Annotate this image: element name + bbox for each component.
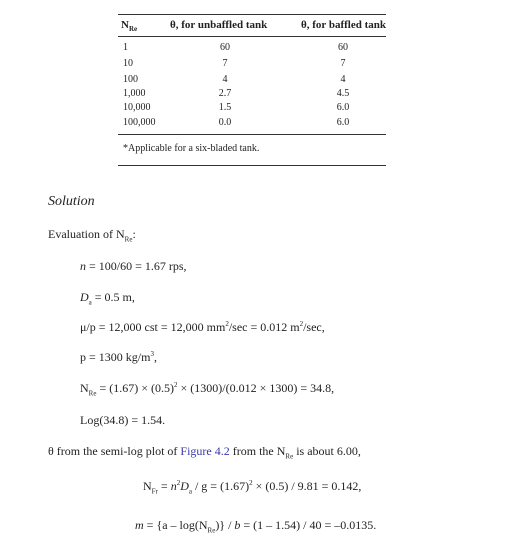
cell-nre: 10	[123, 58, 133, 69]
cell-baffled: 7	[340, 58, 346, 69]
equation-nre: $N_{Re} = (1.67) \times (0.5)^2 \times (1300)/(0.012 \times 1300) = 34.8$,	[80, 381, 335, 398]
footnote-bottom-rule	[118, 165, 386, 166]
header-nre: $N_{Re}$	[121, 19, 138, 34]
header-unbaffled: θ, for unbaffled tank	[170, 19, 268, 31]
equation-mu: μ/p = 12,000 cst = 12,000 $mm^2/\sec = 0.012$ $m^2/\sec$,	[80, 320, 325, 334]
equation-m: $m = \{a - \log(N_{Re})\} / b = (1 - 1.54) / 40 = -0.0135$.	[135, 518, 377, 535]
table-top-rule	[118, 14, 386, 15]
evaluation-line: Evaluation of $N_{Re}$:	[48, 227, 136, 244]
cell-unbaffled: 60	[220, 42, 230, 53]
equation-p: p = 1300 $kg/m^3$,	[80, 350, 157, 364]
header-baffled: θ, for baffled tank	[301, 19, 386, 31]
cell-nre: 10,000	[123, 102, 151, 113]
figure-4-2-link[interactable]: Figure 4.2	[180, 444, 230, 458]
table-bottom-rule	[118, 134, 386, 135]
cell-unbaffled: 2.7	[218, 88, 232, 99]
table-footnote: *Applicable for a six-bladed tank.	[123, 143, 260, 154]
cell-nre: 1	[123, 42, 128, 53]
cell-unbaffled: 7	[222, 58, 228, 69]
equation-log: Log(34.8) = 1.54.	[80, 413, 166, 427]
cell-nre: 1,000	[123, 88, 146, 99]
cell-nre: 100,000	[123, 117, 156, 128]
cell-baffled: 4.5	[336, 88, 350, 99]
cell-baffled: 60	[338, 42, 348, 53]
solution-heading: Solution	[48, 194, 95, 209]
theta-line: θ from the semi-log plot of Figure 4.2 from the $N_{Re}$ is about 6.00,	[48, 444, 361, 461]
equation-nfr: $N_{Fr} = n^2D_a / g = (1.67)^2 \times (0.5) / 9.81 = 0.142$,	[143, 479, 362, 496]
cell-unbaffled: 1.5	[218, 102, 232, 113]
cell-nre: 100	[123, 74, 138, 85]
equation-da: $D_a = 0.5$ m,	[80, 290, 135, 307]
cell-baffled: 6.0	[336, 117, 350, 128]
table-header-rule	[118, 36, 386, 37]
cell-unbaffled: 4	[222, 74, 228, 85]
equation-n: n = 100/60 = 1.67 rps,	[80, 259, 187, 273]
cell-baffled: 4	[340, 74, 346, 85]
cell-baffled: 6.0	[336, 102, 350, 113]
cell-unbaffled: 0.0	[218, 117, 232, 128]
